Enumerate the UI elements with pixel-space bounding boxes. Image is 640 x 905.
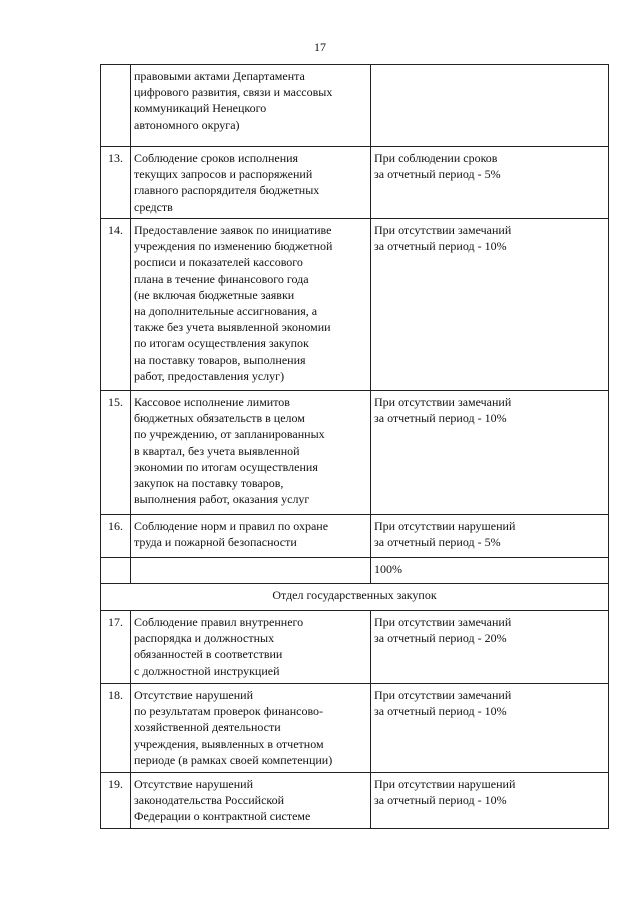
- table-row: [101, 611, 609, 684]
- criterion-text: Соблюдение сроков исполнения текущих запросов и распоряжений главного распорядителя бюджетных средств: [131, 147, 371, 219]
- table-row: [101, 147, 609, 219]
- total-value: 100%: [371, 558, 609, 584]
- row-number: 13.: [101, 147, 131, 219]
- table-row: [101, 558, 609, 584]
- table-row: [101, 391, 609, 515]
- table-row: [101, 65, 609, 147]
- value-text: При соблюдении сроков за отчетный период - 5%: [371, 147, 609, 219]
- table-row: [101, 219, 609, 391]
- criterion-text: Предоставление заявок по инициативе учреждения по изменению бюджетной росписи и показателей кассового плана в течение финансового года (не включая бюджетные заявки на дополнительные ассигнования, а также без учета выявленной экономии по итогам осуществления закупок на поставку товаров, выполнения работ, предоставления услуг): [131, 219, 371, 391]
- criterion-text: правовыми актами Департамента цифрового развития, связи и массовых коммуникаций Ненецкого автономного округа): [131, 65, 371, 147]
- criterion-text: Отсутствие нарушений законодательства Российской Федерации о контрактной системе: [131, 773, 371, 829]
- table-row: [101, 773, 609, 829]
- value-text: При отсутствии замечаний за отчетный период - 10%: [371, 684, 609, 773]
- row-number: 15.: [101, 391, 131, 515]
- criterion-text: [131, 558, 371, 584]
- value-text: При отсутствии замечаний за отчетный период - 10%: [371, 219, 609, 391]
- table-row: [101, 684, 609, 773]
- section-title: Отдел государственных закупок: [101, 584, 609, 611]
- criteria-table: [100, 64, 609, 829]
- value-text: [371, 65, 609, 147]
- criterion-text: Отсутствие нарушений по результатам проверок финансово- хозяйственной деятельности учреждения, выявленных в отчетном периоде (в рамках своей компетенции): [131, 684, 371, 773]
- row-number: 18.: [101, 684, 131, 773]
- value-text: При отсутствии нарушений за отчетный период - 10%: [371, 773, 609, 829]
- value-text: При отсутствии замечаний за отчетный период - 20%: [371, 611, 609, 684]
- row-number: [101, 558, 131, 584]
- value-text: При отсутствии замечаний за отчетный период - 10%: [371, 391, 609, 515]
- row-number: [101, 65, 131, 147]
- row-number: 16.: [101, 515, 131, 558]
- row-number: 19.: [101, 773, 131, 829]
- page-number: 17: [314, 40, 326, 54]
- value-text: При отсутствии нарушений за отчетный период - 5%: [371, 515, 609, 558]
- criterion-text: Соблюдение норм и правил по охране труда и пожарной безопасности: [131, 515, 371, 558]
- criterion-text: Кассовое исполнение лимитов бюджетных обязательств в целом по учреждению, от запланированных в квартал, без учета выявленной экономии по итогам осуществления закупок на поставку товаров, выполнения работ, оказания услуг: [131, 391, 371, 515]
- section-row: [101, 584, 609, 611]
- criterion-text: Соблюдение правил внутреннего распорядка и должностных обязанностей в соответствии с должностной инструкцией: [131, 611, 371, 684]
- row-number: 14.: [101, 219, 131, 391]
- row-number: 17.: [101, 611, 131, 684]
- table-row: [101, 515, 609, 558]
